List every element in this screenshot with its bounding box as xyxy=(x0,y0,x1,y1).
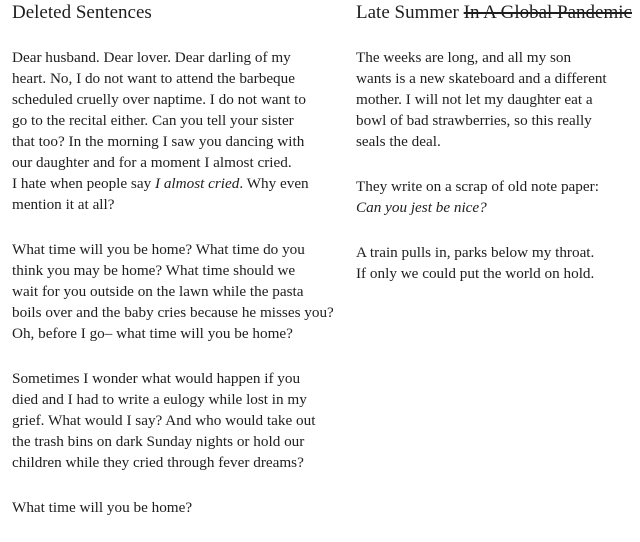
stanza xyxy=(12,368,332,473)
line-text: Sometimes I wonder what would happen if you xyxy=(12,370,301,387)
line-text: grief. What would I say? And who would take out xyxy=(12,412,316,429)
poem-line xyxy=(12,281,332,302)
poem-line xyxy=(356,263,636,284)
stanza xyxy=(356,242,636,284)
line-text: Dear husband. Dear lover. Dear darling of my xyxy=(12,49,291,66)
line-text: If only we could put the world on hold. xyxy=(356,265,595,282)
line-text: wants is a new skateboard and a different xyxy=(356,70,607,87)
line-text: I hate when people say xyxy=(12,175,155,192)
poem-line xyxy=(12,497,332,518)
poem-line xyxy=(12,452,332,473)
line-text: go to the recital either. Can you tell your sister xyxy=(12,112,294,129)
poem-line xyxy=(12,368,332,389)
right-poem-title-struck: In A Global Pandemic xyxy=(463,2,632,23)
poem-line xyxy=(356,197,636,218)
poem-line xyxy=(12,389,332,410)
line-text: . Why even xyxy=(239,175,309,192)
line-text: our daughter and for a moment I almost cried. xyxy=(12,154,292,171)
poem-line xyxy=(12,131,332,152)
poem-line xyxy=(356,47,636,68)
italic-text: Can you jest be nice? xyxy=(356,199,487,216)
poem-line xyxy=(12,194,332,215)
poem-line xyxy=(356,89,636,110)
poem-line xyxy=(356,68,636,89)
line-text: died and I had to write a eulogy while lost in my xyxy=(12,391,307,408)
line-text: They write on a scrap of old note paper: xyxy=(356,178,599,195)
stanza xyxy=(356,47,636,152)
line-text: children while they cried through fever dreams? xyxy=(12,454,304,471)
poem-line xyxy=(356,176,636,197)
poem-line xyxy=(12,260,332,281)
poem-line xyxy=(12,152,332,173)
poem-line xyxy=(12,89,332,110)
stanza xyxy=(12,239,332,344)
poem-line xyxy=(12,302,332,323)
poem-line xyxy=(12,410,332,431)
line-text: scheduled cruelly over naptime. I do not want to xyxy=(12,91,306,108)
left-poem-body xyxy=(12,47,332,518)
line-text: boils over and the baby cries because he misses you? xyxy=(12,304,334,321)
right-poem-title-text: Late Summer xyxy=(356,2,459,23)
italic-text: I almost cried xyxy=(154,175,240,192)
poem-line xyxy=(356,242,636,263)
right-poem xyxy=(356,0,636,308)
line-text: the trash bins on dark Sunday nights or hold our xyxy=(12,433,305,450)
poem-line xyxy=(12,173,332,194)
line-text: What time will you be home? What time do you xyxy=(12,241,305,258)
line-text: that too? In the morning I saw you dancing with xyxy=(12,133,305,150)
poem-line xyxy=(356,131,636,152)
line-text: mother. I will not let my daughter eat a xyxy=(356,91,593,108)
line-text: mention it at all? xyxy=(12,196,115,213)
line-text: Oh, before I go– what time will you be home? xyxy=(12,325,293,342)
poem-line xyxy=(12,47,332,68)
right-poem-body xyxy=(356,47,636,284)
left-poem xyxy=(12,0,332,542)
left-poem-title xyxy=(12,0,332,25)
line-text: bowl of bad strawberries, so this really xyxy=(356,112,592,129)
line-text: heart. No, I do not want to attend the barbeque xyxy=(12,70,295,87)
line-text: What time will you be home? xyxy=(12,499,193,516)
line-text: A train pulls in, parks below my throat. xyxy=(356,244,595,261)
stanza xyxy=(12,47,332,215)
poem-line xyxy=(12,239,332,260)
poem-line xyxy=(12,110,332,131)
right-poem-title xyxy=(356,0,636,25)
poem-line xyxy=(12,323,332,344)
line-text: The weeks are long, and all my son xyxy=(356,49,572,66)
poem-line xyxy=(12,431,332,452)
stanza xyxy=(356,176,636,218)
line-text: seals the deal. xyxy=(356,133,441,150)
line-text: think you may be home? What time should we xyxy=(12,262,296,279)
left-poem-title-text: Deleted Sentences xyxy=(12,2,152,23)
poem-line xyxy=(356,110,636,131)
line-text: wait for you outside on the lawn while the pasta xyxy=(12,283,304,300)
poem-line xyxy=(12,68,332,89)
stanza xyxy=(12,497,332,518)
